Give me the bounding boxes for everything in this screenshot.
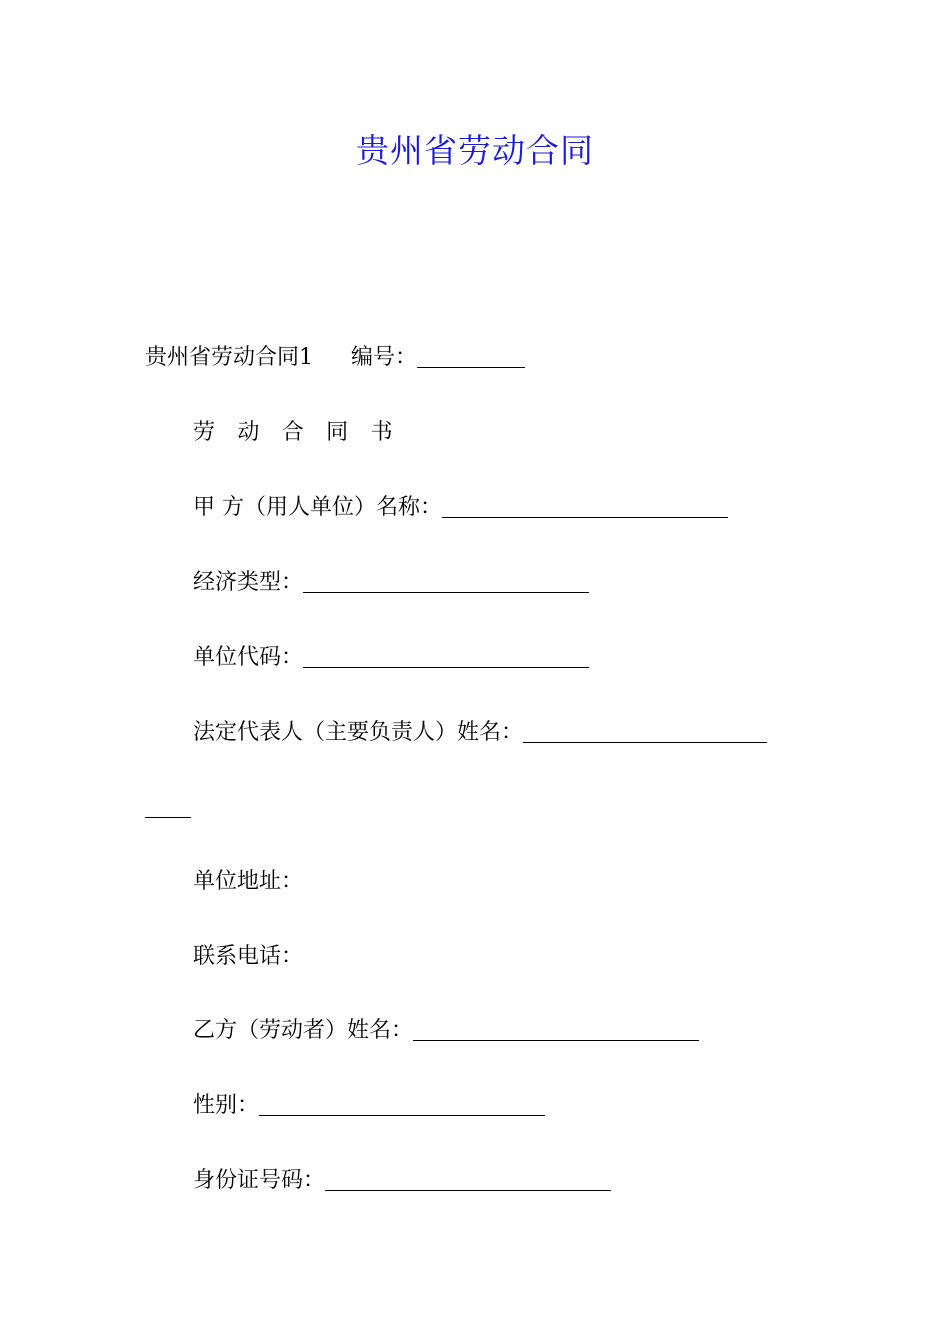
legal-rep-label: 法定代表人（主要负责人）姓名： [193, 720, 524, 745]
contact-phone-field [193, 942, 303, 972]
economic-type-blank[interactable] [303, 591, 589, 593]
party-a-name-blank[interactable] [442, 516, 728, 518]
contract-heading-text: 劳 动 合 同 书 [193, 420, 401, 445]
legal-rep-continuation [145, 793, 191, 823]
id-number-blank[interactable] [325, 1189, 611, 1191]
contact-phone-label: 联系电话： [193, 944, 304, 969]
unit-code-field [193, 643, 589, 673]
contract-heading [193, 418, 400, 448]
party-a-name-field [193, 493, 728, 523]
id-number-field [193, 1166, 611, 1196]
party-b-name-label: 乙方（劳动者）姓名： [193, 1018, 414, 1043]
unit-code-blank[interactable] [303, 666, 589, 668]
legal-rep-blank-continued[interactable] [145, 816, 191, 818]
number-label: 编号： [351, 345, 418, 370]
legal-rep-field [193, 718, 767, 748]
gender-label: 性别： [193, 1093, 260, 1118]
unit-code-label: 单位代码： [193, 645, 304, 670]
party-a-name-label: 甲 方（用人单位）名称： [193, 495, 442, 520]
unit-address-label: 单位地址： [193, 869, 304, 894]
economic-type-label: 经济类型： [193, 570, 304, 595]
header-text: 贵州省劳动合同1 [145, 345, 313, 370]
gender-blank[interactable] [259, 1114, 545, 1116]
header-line [145, 343, 525, 373]
party-b-name-blank[interactable] [413, 1039, 699, 1041]
gender-field [193, 1091, 545, 1121]
legal-rep-blank[interactable] [523, 741, 767, 743]
number-blank[interactable] [417, 366, 525, 368]
document-title: 贵州省劳动合同 [356, 131, 594, 170]
party-b-name-field [193, 1016, 699, 1046]
unit-address-field [193, 867, 303, 897]
economic-type-field [193, 568, 589, 598]
id-number-label: 身份证号码： [193, 1168, 326, 1193]
